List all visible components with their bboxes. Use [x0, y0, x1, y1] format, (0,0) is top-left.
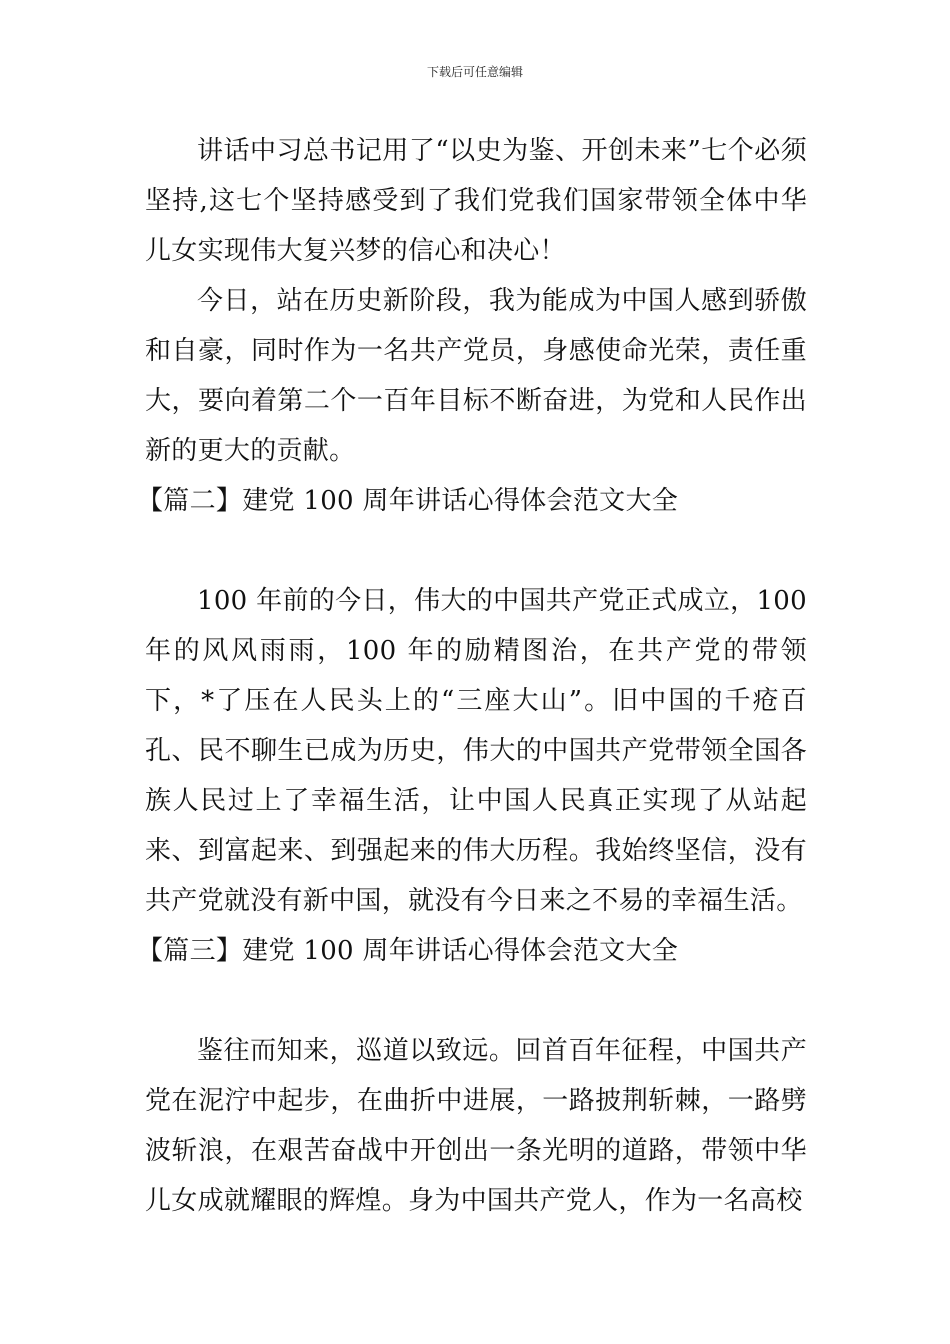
blank-line: [145, 526, 807, 576]
paragraph-4: 鉴往而知来，巡道以致远。回首百年征程，中国共产党在泥泞中起步，在曲折中进展，一路披荆斩棘，一路劈波斩浪，在艰苦奋战中开创出一条光明的道路，带领中华儿女成就耀眼的辉煌。身为中国共产党人，作为一名高校: [145, 1036, 807, 1216]
paragraph-2: 今日，站在历史新阶段，我为能成为中国人感到骄傲和自豪，同时作为一名共产党员，身感使命光荣，责任重大，要向着第二个一百年目标不断奋进，为党和人民作出新的更大的贡献。: [145, 286, 807, 466]
paragraph-3: 100 年前的今日，伟大的中国共产党正式成立，100 年的风风雨雨，100 年的励精图治，在共产党的带领下，*了压在人民头上的“三座大山”。旧中国的千疮百孔、民不聊生已成为历史，伟大的中国共产党带领全国各族人民过上了幸福生活，让中国人民真正实现了从站起来、到富起来、到强起来的伟大历程。我始终坚信，没有共产党就没有新中国，就没有今日来之不易的幸福生活。: [145, 586, 807, 916]
blank-line: [145, 976, 807, 1026]
page-header-note: 下载后可任意编辑: [426, 65, 523, 79]
document-body: [137, 126, 807, 1226]
section-heading-2: 【篇二】建党 100 周年讲话心得体会范文大全: [137, 486, 679, 516]
paragraph-1: 讲话中习总书记用了“以史为鉴、开创未来”七个必须坚持,这七个坚持感受到了我们党我们国家带领全体中华儿女实现伟大复兴梦的信心和决心！: [145, 136, 807, 266]
section-heading-3: 【篇三】建党 100 周年讲话心得体会范文大全: [137, 936, 679, 966]
